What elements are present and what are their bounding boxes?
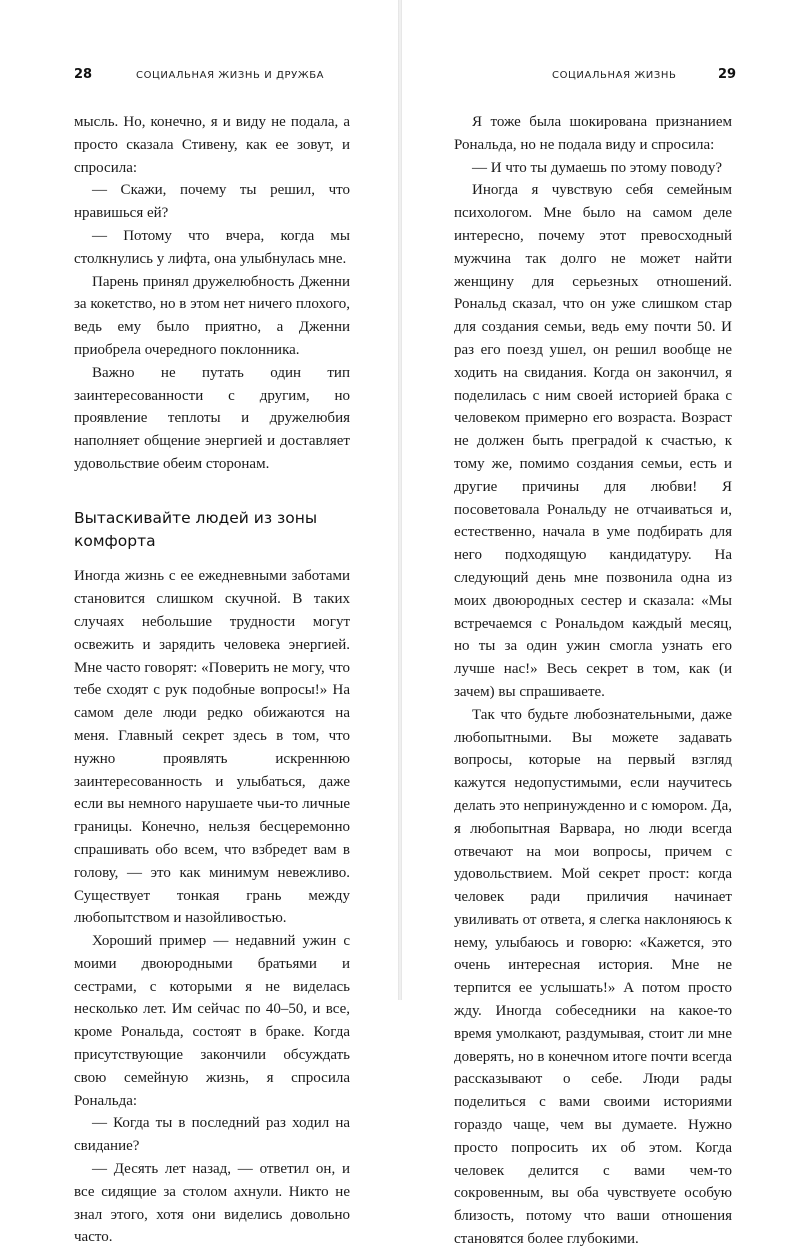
paragraph: мысль. Но, конечно, я и виду не подала, а просто сказала Стивену, как ее зовут, и спросила: [74,114,350,176]
dialogue-line: — Скажи, почему ты решил, что нравишься ей? [74,182,350,222]
dialogue-line: — И что ты думаешь по этому поводу? [472,159,723,176]
left-page [0,0,398,1246]
paragraph: Иногда жизнь с ее ежедневными заботами становится слишком скучной. В таких случаях небольшие трудности могут освежить и зарядить человека энергией. Мне часто говорят: «Поверить не могу, что тебе сходят с рук подобные вопросы!» На самом деле люди редко обижаются на меня. Главный секрет здесь в том, что нужно проявлять искреннюю заинтересованность и улыбаться, даже если вы немного нарушаете чьи-то личные границы. Конечно, нельзя бесцеремонно спрашивать обо всем, что взбредет вам в голову, — это как минимум невежливо. Существует тонкая грань между любопытством и назойливостью. [74,568,350,927]
running-head: СОЦИАЛЬНАЯ ЖИЗНЬ [552,70,677,81]
dialogue-line: — Десять лет назад, — ответил он, и все сидящие за столом ахнули. Никто не знал этого, хотя они виделись довольно часто. [74,1161,350,1246]
page-number: 28 [74,67,93,82]
paragraph: Парень принял дружелюбность Дженни за кокетство, но в этом нет ничего плохого, ведь ему было приятно, а Дженни приобрела очередного поклонника. [74,273,350,358]
section-heading: Вытаскивайте людей из зоны комфорта [74,508,318,550]
dialogue-line: — Потому что вчера, когда мы столкнулись у лифта, она улыбнулась мне. [74,227,350,267]
page-number: 29 [718,67,737,82]
running-head: СОЦИАЛЬНАЯ ЖИЗНЬ И ДРУЖБА [136,70,325,81]
left-page-body [74,111,350,1249]
paragraph: Так что будьте любознательными, даже любопытными. Вы можете задавать вопросы, которые на первый взгляд кажутся недопустимыми, если научитесь делать это непринужденно и с юмором. Да, я любопытная Варвара, но люди всегда отвечают на мои вопросы, причем с удовольствием. Мой секрет прост: когда человек ради приличия начинает увиливать от ответа, я слегка наклоняюсь к нему, улыбаюсь и говорю: «Кажется, это очень интересная история. Мне не терпится ее услышать!» А потом просто жду. Иногда собеседники на какое-то время умолкают, раздумывая, стоит ли мне доверять, но в конечном итоге почти всегда рассказывают о себе. Люди рады поделиться с вами своими историями гораздо чаще, чем вы думаете. Нужно просто попросить их об этом. Когда человек делится с вами чем-то сокровенным, вы оба чувствуете особую близость, потому что ваши отношения становятся более глубокими. [454,706,733,1248]
right-page-body [454,111,732,1251]
dialogue-line: — Когда ты в последний раз ходил на свидание? [74,1115,350,1155]
paragraph: Хороший пример — недавний ужин с моими двоюродными братьями и сестрами, с которыми я не виделась несколько лет. Им сейчас по 40–50, и все, кроме Рональда, состоят в браке. Когда присутствующие закончили обсуждать свою семейную жизнь, я спросила Рональда: [74,933,350,1109]
paragraph: Важно не путать один тип заинтересованности с другим, но проявление теплоты и дружелюбия наполняет общение энергией и доставляет удовольствие обеим сторонам. [74,364,350,472]
paragraph: Я тоже была шокирована признанием Рональда, но не подала виду и спросила: [454,114,732,153]
paragraph: Иногда я чувствую себя семейным психологом. Мне было на самом деле интересно, почему этот превосходный мужчина так долго не может найти женщину для серьезных отношений. Рональд сказал, что он уже слишком стар для создания семьи, ведь ему почти 50. И раз его поезд ушел, он решил вообще не ходить на свидания. Когда он закончил, я поделилась с ним своей историей брака с человеком примерно его возраста. Возраст не должен быть преградой к счастью, к тому же, помимо создания семьи, есть и другие причины для любви! Я посоветовала Рональду не отчаиваться и, естественно, начала в уме подбирать для него подходящую кандидатуру. На следующий день мне позвонила одна из моих двоюродных сестер и сказала: «Мы встречаемся с Рональдом каждый месяц, но ты за один ужин смогла узнать его лучше нас!» Весь секрет в том, как (и зачем) вы спрашиваете. [454,182,732,700]
right-page [402,0,800,1248]
